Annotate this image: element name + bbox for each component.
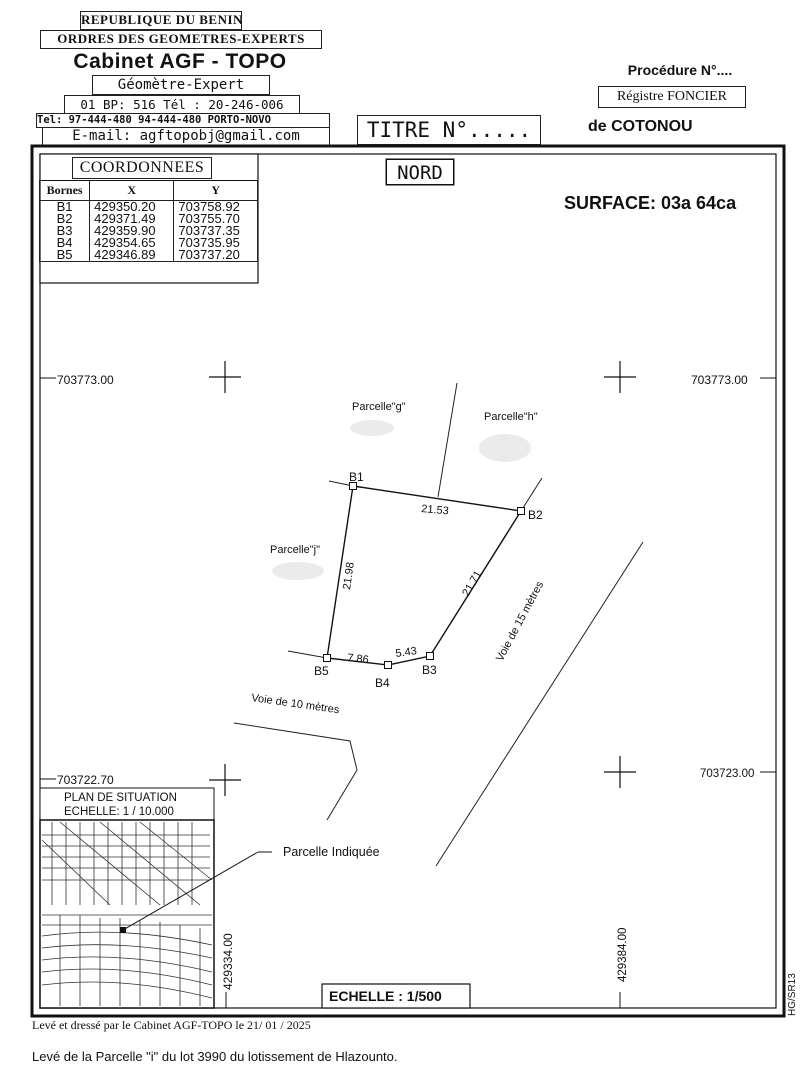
table-row [40,249,258,262]
cell-x: 429350.20 [90,201,174,214]
bp-label: 01 BP: 516 Tél : 20-246-006 [64,95,300,114]
leve-dresse-label: Levé et dressé par le Cabinet AGF-TOPO le 21/ 01 / 2025 [32,1018,311,1032]
dist-b2-b3: 21.71 [460,568,485,599]
cell-y: 703737.20 [174,249,258,262]
description-label: Levé de la Parcelle "i" du lot 3990 du lotissement de Hlazounto. [32,1049,398,1064]
coords-grid [39,180,258,262]
grid-y-top-right: 703773.00 [691,373,748,387]
cell-y: 703755.70 [174,213,258,225]
b1-label: B1 [349,470,364,484]
cell-borne: B4 [40,237,90,249]
situation-title: PLAN DE SITUATION [64,792,177,804]
marker-b2 [518,508,525,515]
code-label: HG/SR13 [787,973,798,1016]
b5-label: B5 [314,664,329,678]
republique-label: REPUBLIQUE DU BENIN [80,11,242,30]
cell-borne: B2 [40,213,90,225]
marker-b3 [427,653,434,660]
col-bornes: Bornes [40,180,90,201]
tel-label: Tel: 97-444-480 94-444-480 PORTO-NOVO [36,113,330,128]
surface-label: SURFACE: 03a 64ca [564,193,737,213]
boundary-g-h [438,383,457,497]
cell-x: 429359.90 [90,225,174,237]
grid-y-bottom-left: 703722.70 [57,773,114,787]
dist-b1-b2: 21.53 [420,503,450,518]
cell-borne: B5 [40,249,90,262]
echelle-label: ECHELLE : 1/500 [329,988,442,1004]
road-10m-edge [234,723,357,820]
b2-label: B2 [528,508,543,522]
titre-label: TITRE N°..... [357,115,541,145]
b4-label: B4 [375,676,390,690]
cell-x: 429371.49 [90,213,174,225]
grid-y-top-left: 703773.00 [57,373,114,387]
cell-borne: B3 [40,225,90,237]
parcelle-j-label: Parcelle"j" [270,544,320,556]
cell-borne: B1 [40,201,90,214]
b3-label: B3 [422,663,437,677]
boundary-ext-b2 [521,478,542,511]
cell-x: 429354.65 [90,237,174,249]
cotonou-label: de COTONOU [588,118,693,135]
parcelle-h-label: Parcelle"h" [484,411,538,423]
coords-table [40,154,258,283]
registre-label: Régistre FONCIER [598,86,746,108]
cell-y: 703758.92 [174,201,258,214]
nord-box-label: NORD [386,159,454,185]
cabinet-name: Cabinet AGF - TOPO [73,50,287,73]
role-label: Géomètre-Expert [92,75,270,95]
voie-10-label: Voie de 10 mètres [250,692,341,717]
grid-x-left: 429334.00 [221,933,235,990]
cell-y: 703735.95 [174,237,258,249]
marker-b4 [385,662,392,669]
marker-b5 [324,655,331,662]
dist-b5-b1: 21.98 [341,561,357,591]
grid-x-right: 429384.00 [617,927,629,982]
cell-y: 703737.35 [174,225,258,237]
voie-15-label: Voie de 15 mètres [494,579,547,664]
situation-scale: ECHELLE: 1 / 10.000 [64,806,174,818]
cell-x: 429346.89 [90,249,174,262]
col-x: X [90,180,174,201]
parcelle-g-label: Parcelle"g" [352,401,406,413]
procedure-label: Procédure N°.... [627,62,733,78]
col-y: Y [174,180,258,201]
ordre-label: ORDRES DES GEOMETRES-EXPERTS [40,30,322,49]
grid-y-bottom-right: 703723.00 [700,768,755,780]
coords-title: COORDONNEES [72,157,212,179]
email-label: E-mail: agftopobj@gmail.com [42,127,330,146]
dist-b4-b3: 5.43 [394,645,418,660]
dist-b5-b4: 7.86 [346,652,370,667]
parcelle-indiquee-label: Parcelle Indiquée [283,845,380,859]
grid-crosses [209,361,636,796]
